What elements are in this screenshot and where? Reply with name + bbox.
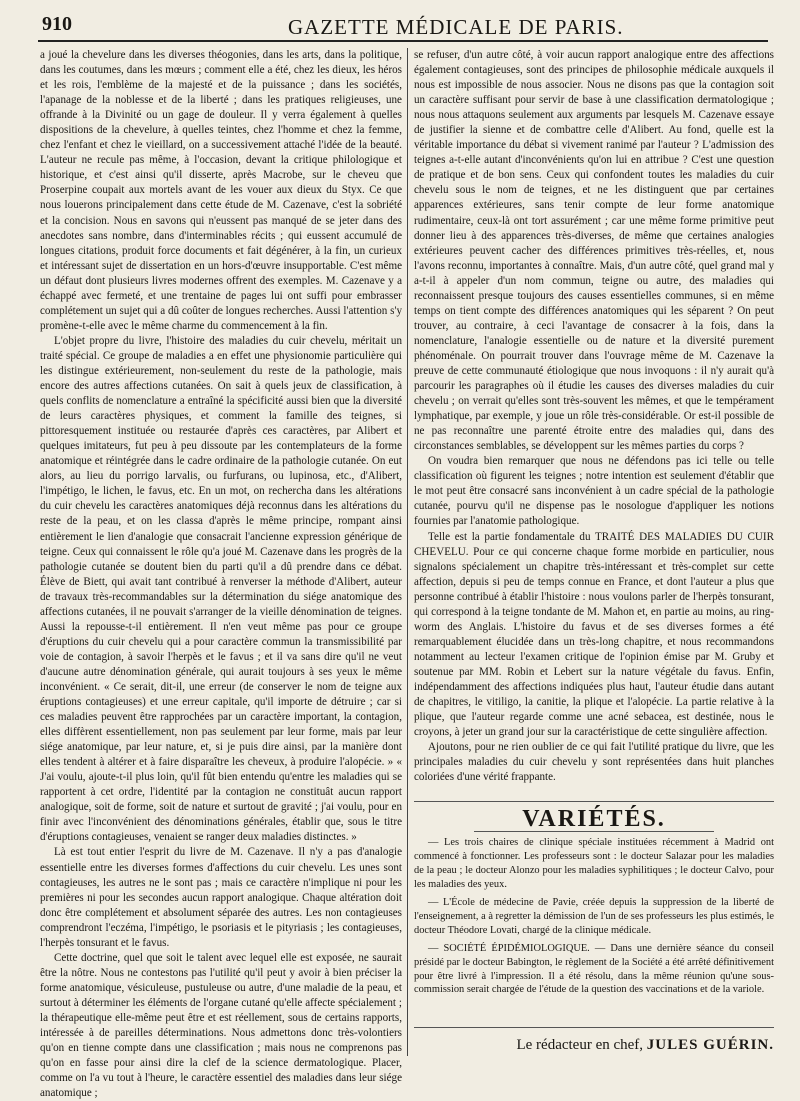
page-number: 910 — [42, 13, 72, 35]
paragraph: L'objet propre du livre, l'histoire des maladies du cuir chevelu, méritait un traité spécial. Ce groupe de maladies a en effet une physionomie particulière qui les distingue extérieurement, non-seulement du reste de la pathologie, mais encore des autres affections cutanées. On sait à quels jeux de classification, à quels conflits de nomenclature a entraîné la spécificité aussi bien que la diversité de leurs caractères physiques, et comment la famille des teignes, si pittoresquement instituée ou restaurée d'après ces caractères, par Alibert et quelques imitateurs, fut peu à peu dissoute par les contemplateurs de la forme anatomique et réintégrée dans le cadre ordinaire de la pathologie cutanée. On eut alors, au lieu du porrigo larvalis, ou furfurans, ou lupinosa, etc., d'Alibert, l'impétigo, le lichen, le favus, etc. En un mot, on rechercha dans les altérations du cuir chevelu les caractères anatomiques déjà reconnus dans les altérations du reste de la peau, et on les classa d'après le même principe, rompant ainsi entièrement le lien d'analogie que consacrait l'ancienne expression générique de teigne. Ceux qui connaissent le rôle qu'a joué M. Cazenave dans les progrès de la pathologie cutanée se doutent bien du parti qu'il a dû prendre dans ce débat. Élève de Biett, qui avait tant contribué à renverser la méthode d'Alibert, auteur de travaux très-recommandables sur la détermination du siége anatomique des affections cutanées, il ne pouvait s'arranger de la vieille dénomination de teignes. Aussi la repousse-t-il entièrement. Il n'en veut même pas pour ce groupe d'éruptions du cuir chevelu qui a pour caractère commun la transmissibilité par voie de contagion, à savoir l'herpès et le favus ; et il va sans dire qu'il ne veut d'aucune autre dénomination générale, qui aurait toujours à ses yeux le même inconvénient. « Ce serait, dit-il, une erreur (de conserver le nom de teigne aux éruptions contagieuses) et une erreur capitale, qu'il importe de détruire ; car si ces maladies peuvent être rapprochées par un caractère important, la contagion, elles diffèrent essentiellement, non pas seulement par leur forme, mais par leur siége anatomique, par leur nature, et, si je puis dire ainsi, par la manière dont elles tendent à altérer et à faire disparaître les cheveux, à produire l'alopécie. » « J'ai voulu, ajoute-t-il plus loin, qu'il fût bien entendu qu'entre les maladies qui se rapportent à cet ordre, l'identité par la contagion ne constituât aucun rapport analogique, soit de forme, soit de nature et surtout de gravité ; j'ai voulu, pour en finir avec l'inconvénient des dénominations générales, établir que, sous le titre d'éruptions contagieuses, venaient se ranger deux maladies distinctes. » — [40, 334, 402, 844]
paragraph: Ajoutons, pour ne rien oublier de ce qui fait l'utilité pratique du livre, que les principales maladies du cuir chevelu y sont représentées dans huit planches coloriées d'une vérité frappante. — [414, 741, 774, 784]
left-column — [40, 48, 402, 1100]
editor-prefix: Le rédacteur en chef, — [516, 1037, 647, 1054]
news-item: — Les trois chaires de clinique spéciale instituées récemment à Madrid ont commencé à fonctionner. Les professeurs sont : le docteur Salazar pour les maladies de la peau ; le docteur Alonzo pour les maladies syphilitiques ; le docteur Calvo, pour les maladies des yeux. — [414, 837, 774, 891]
editor-name: JULES GUÉRIN. — [646, 1037, 774, 1054]
news-item: — L'École de médecine de Pavie, créée depuis la suppression de la liberté de l'enseignement, a à regretter la démission de l'un de ses professeurs les plus estimés, le docteur Théodore Lovati, chargé de la clinique médicale. — [414, 896, 774, 936]
varietes-news — [414, 836, 774, 997]
right-column — [414, 48, 774, 1059]
editor-signature — [414, 1027, 774, 1053]
paragraph: a joué la chevelure dans les diverses théogonies, dans les arts, dans la politique, dans les coutumes, dans les mœurs ; comment elle a été, chez les dieux, les héros et les rois, l'emblème de la majesté et de la puissance ; dans les sociétés, l'apanage de la noblesse et de la liberté ; dans les pratiques religieuses, une offrande à la Divinité ou un gage de douleur. Il y verra également à quelles dispositions de la chevelure, à quelles teintes, chez l'homme et chez la femme, chez l'enfant et chez le vieillard, on a successivement attaché l'idée de la beauté. L'auteur ne recule pas même, à l'occasion, devant la critique philologique et historique, et c'est ainsi qu'il disserte, après Macrobe, sur le cheveu que Proserpine coupait aux mortels avant de les vouer aux dieux du Styx. Ce que nous louerons principalement dans cette étude de M. Cazenave, c'est la sobriété et la concision. Nous en savons qui n'eussent pas manqué de se jeter dans des anecdotes sans nombre, dans d'interminables récits ; qui eussent accumulé de longues citations, produit force documents et fait dégénérer, à la fin, un curieux et intéressant sujet de dissertation en un hors-d'œuvre insupportable. C'est même un défaut dont plusieurs livres modernes offrent des exemples. M. Cazenave y a échappé avec fermeté, et une trentaine de pages lui ont suffi pour embrasser complétement un sujet qui a dû coûter de longues recherches. Aussi l'attention s'y promène-t-elle avec le même charme du commencement à la fin. — [40, 49, 402, 332]
news-item: — SOCIÉTÉ ÉPIDÉMIOLOGIQUE. — Dans une dernière séance du conseil présidé par le docteur Babington, le règlement de la Société a été arrêté définitivement pour être livré à l'impression. Il a été résolu, dans la même réunion qu'une sous-commission serait chargée de l'étude de la question des vaccinations et de la variole. — [414, 942, 774, 996]
paragraph: se refuser, d'un autre côté, à voir aucun rapport analogique entre des affections également contagieuses, sont des principes de philosophie médicale auxquels il nous est impossible de nous associer. Nous ne disons pas que la contagion soit un caractère suffisant pour servir de base à une classification dermatologique ; nous nous attaquons seulement aux arguments par lesquels M. Cazenave essaye de justifier la sienne et de combattre celle d'Alibert. Au fond, quelle est la véritable importance du débat si vivement ranimé par l'auteur ? L'admission des teignes a-t-elle autant d'inconvénients qu'on lui en attribue ? C'est une question de pratique et de bon sens. Ceux qui confondent toutes les maladies du cuir chevelu sous le nom de teignes, et ne les distinguent que par certaines apparences extérieures, sans tenir compte de leur forme anatomique rudimentaire, ceux-là ont tort assurément ; car une même forme primitive peut donner lieu à des apparences très-diverses, de même que certaines analogies extérieures peuvent cacher des différences primitives très-réelles, et, nous l'avons reconnu, importantes à connaître. Mais, d'un autre côté, quel grand mal y a-t-il à appeler d'un nom commun, teigne ou autre, des maladies qui reconnaissent presque toujours des causes essentielles communes, si en même temps on tient compte des différences anatomiques qui les séparent ? On peut trouver, au contraire, à ceci l'avantage de consacrer à la fois, dans la nomenclature, l'analogie essentielle ou de nature et la diversité purement phénoménale. On pourrait trouver dans l'ouvrage même de M. Cazenave la preuve de cette communauté étiologique que nous invoquons : il n'y aurait qu'à parcourir les paragraphes où il étudie les causes des diverses maladies du cuir chevelu ; on verrait qu'elles sont très-souvent les mêmes, et que le tempérament lymphatique, par exemple, y joue un rôle très-considérable. Or est-il possible de ne pas reconnaître une parenté étroite entre des maladies qui, dans des circonstances semblables, se développent sur les mêmes parties du corps ? — [414, 49, 774, 453]
paragraph: On voudra bien remarquer que nous ne défendons pas ici telle ou telle classification où figurent les teignes ; notre intention est seulement d'établir que le mot peut être consacré sans inconvénient à un cadre spécial de la pathologie cutanée, pourvu qu'il ne dispense pas le nosologue d'appliquer les notions fournies par l'anatomie pathologique. — [414, 455, 774, 528]
paragraph: Telle est la partie fondamentale du TRAITÉ DES MALADIES DU CUIR CHEVELU. Pour ce qui concerne chaque forme morbide en particulier, nous signalons spécialement un chapitre très-intéressant et très-complet sur cette affection, depuis si peu de temps connue en France, et dont l'auteur a plus que personne contribué à établir l'histoire : nous voulons parler de l'herpès tonsurant, qui correspond à la teigne tondante de M. Mahon et, en partie au moins, au ring-worm des Anglais. L'histoire du favus et de ses diverses formes a été remarquablement élucidée dans un très-long chapitre, et nous recommandons notamment au lecteur l'examen critique de l'opinion émise par M. Gruby et soutenue par MM. Robin et Lebert sur la nature végétale du favus. Enfin, indépendamment des affections indiquées plus haut, l'auteur étudie dans autant de chapitres, le vitiligo, la canitie, la plique et l'alopécie. La partie relative à la plique, que l'auteur regarde comme une acné sebacea, est destinée, nous le croyons, à jeter un grand jour sur la caractéristique de cette singulière affection. — [414, 530, 774, 739]
column-divider — [407, 48, 408, 1056]
paragraph: Cette doctrine, quel que soit le talent avec lequel elle est exposée, ne saurait être la nôtre. Nous ne contestons pas l'utilité qu'il peut y avoir à bien préciser la forme anatomique, vésiculeuse, pustuleuse ou autre, d'une maladie de la peau, et surtout à déterminer les éléments de l'organe cutané qu'elle affecte spécialement ; la thérapeutique elle-même peut être et est réellement, sous de certains rapports, intéressée à de pareilles déterminations. Nous admettons donc très-volontiers qu'on en tienne compte dans une classification ; mais nous ne comprenons pas qu'on en fasse pour ainsi dire la clef de la science dermatologique. Placer, comme on l'a vu tout à l'heure, le caractère essentiel des maladies dans leur siége anatomique ; — [40, 951, 402, 1100]
paragraph: Là est tout entier l'esprit du livre de M. Cazenave. Il n'y a pas d'analogie essentielle entre les diverses formes d'affections du cuir chevelu. Les unes sont contagieuses, les autres ne le sont pas ; mais ce caractère n'implique ni pour les premières ni pour les secondes aucun rapport analogique. Chaque altération doit donc être complétement et absolument séparée des autres. Les non contagieuses comprendront l'eczéma, l'impétigo, le psoriasis et le pityriasis ; les contagieuses, l'herpès tonsurant et le favus. — [40, 846, 402, 949]
page-header — [38, 10, 768, 42]
varietes-heading: VARIÉTÉS. — [414, 801, 774, 827]
journal-title: GAZETTE MÉDICALE DE PARIS. — [288, 15, 624, 39]
